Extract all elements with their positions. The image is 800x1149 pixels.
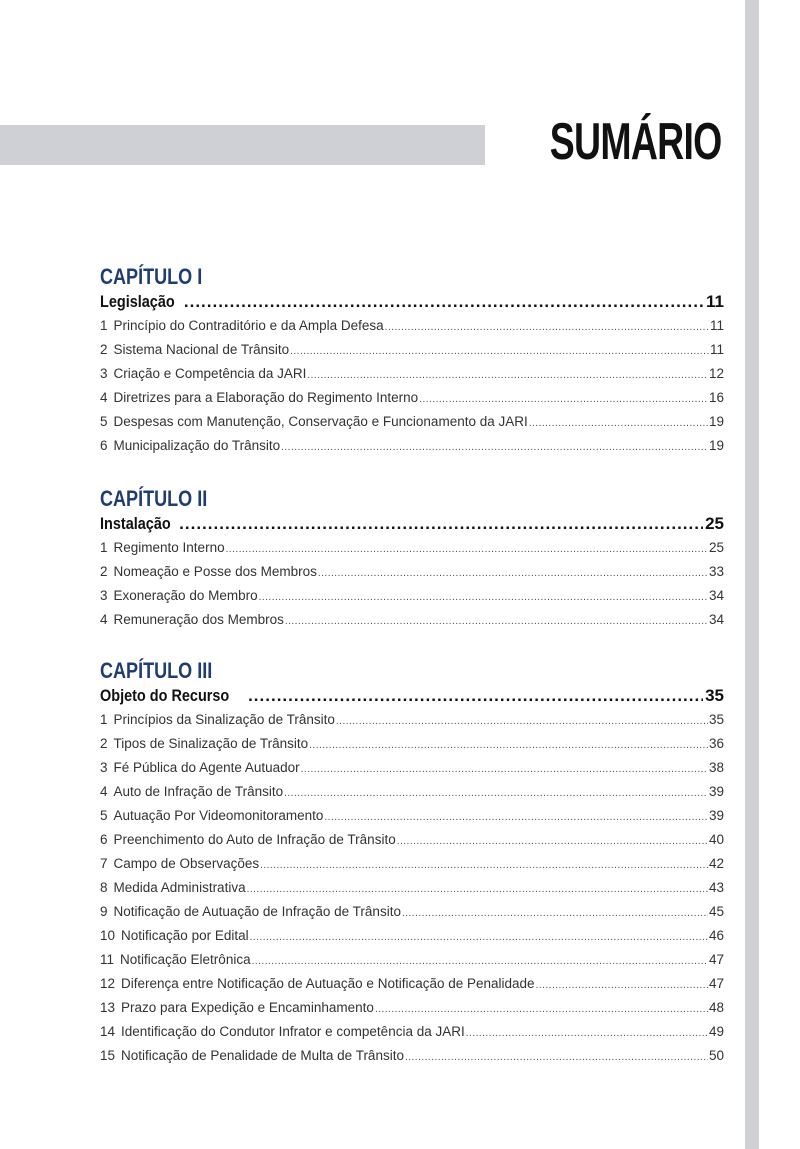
chapter-title-line[interactable] (100, 684, 724, 708)
toc-entry[interactable] (100, 584, 724, 608)
entry-page: 33 (708, 564, 724, 579)
entry-title: Diferença entre Notificação de Autuação e Notificação de Penalidade (121, 976, 535, 991)
entry-number: 12 (100, 976, 116, 991)
entry-title: Preenchimento do Auto de Infração de Trânsito (113, 832, 396, 847)
toc-entry[interactable] (100, 1044, 724, 1068)
toc-entry[interactable] (100, 536, 724, 560)
chapter-page: 25 (705, 514, 724, 533)
entry-page: 16 (708, 390, 724, 405)
entry-number: 10 (100, 928, 116, 943)
entry-page: 48 (708, 1000, 724, 1015)
entry-number: 11 (100, 952, 115, 967)
entry-page: 25 (708, 540, 724, 555)
toc-entry[interactable] (100, 314, 724, 338)
entry-number: 2 (100, 564, 108, 579)
entry-title: Notificação Eletrônica (120, 952, 251, 967)
entry-title: Campo de Observações (113, 856, 260, 871)
toc-entry[interactable] (100, 876, 724, 900)
entry-page: 43 (708, 880, 724, 895)
entry-title: Notificação de Autuação de Infração de Trânsito (113, 904, 401, 919)
toc-entry[interactable] (100, 852, 724, 876)
entry-number: 5 (100, 808, 108, 823)
entry-number: 2 (100, 342, 108, 357)
entry-number: 7 (100, 856, 108, 871)
entry-number: 9 (100, 904, 108, 919)
dot-leader (284, 782, 708, 806)
dot-leader (226, 538, 708, 562)
entry-number: 1 (100, 318, 108, 333)
toc-entry[interactable] (100, 560, 724, 584)
dot-leader (184, 290, 704, 314)
entry-title: Criação e Competência da JARI (113, 366, 307, 381)
entry-page: 42 (708, 856, 724, 871)
entry-page: 12 (708, 366, 724, 381)
dot-leader (307, 364, 708, 388)
chapter-label: CAPÍTULO II (100, 486, 208, 511)
entry-title: Fé Pública do Agente Autuador (113, 760, 300, 775)
entry-title: Sistema Nacional de Trânsito (113, 342, 290, 357)
dot-leader (375, 998, 708, 1022)
dot-leader (385, 316, 709, 340)
entry-title: Medida Administrativa (113, 880, 246, 895)
toc-entry[interactable] (100, 608, 724, 632)
entry-number: 3 (100, 588, 108, 603)
entry-page: 11 (709, 342, 724, 357)
toc-entry[interactable] (100, 732, 724, 756)
chapter-name: Objeto do Recurso (100, 686, 230, 705)
dot-leader (247, 878, 708, 902)
entry-title: Regimento Interno (113, 540, 225, 555)
dot-leader (336, 710, 708, 734)
entry-title: Notificação por Edital (121, 928, 249, 943)
entry-number: 1 (100, 712, 108, 727)
entry-title: Princípio do Contraditório e da Ampla Defesa (113, 318, 384, 333)
dot-leader (179, 512, 703, 536)
entry-page: 46 (708, 928, 724, 943)
dot-leader (252, 950, 708, 974)
entry-number: 6 (100, 832, 108, 847)
page-title: SUMÁRIO (550, 113, 722, 171)
dot-leader (536, 974, 708, 998)
dot-leader (281, 436, 708, 460)
entry-page: 34 (708, 612, 724, 627)
dot-leader (397, 830, 708, 854)
dot-leader (405, 1046, 708, 1070)
entry-number: 4 (100, 784, 108, 799)
toc-entry[interactable] (100, 996, 724, 1020)
entry-title: Prazo para Expedição e Encaminhamento (121, 1000, 374, 1015)
dot-leader (466, 1022, 708, 1046)
dot-leader (260, 854, 708, 878)
entry-page: 49 (708, 1024, 724, 1039)
toc-entry[interactable] (100, 362, 724, 386)
toc-entry[interactable] (100, 1020, 724, 1044)
entry-page: 39 (708, 808, 724, 823)
entry-number: 4 (100, 612, 108, 627)
chapter-label: CAPÍTULO III (100, 658, 213, 683)
entry-number: 1 (100, 540, 108, 555)
chapter-page: 11 (706, 292, 724, 311)
entry-number: 3 (100, 366, 108, 381)
dot-leader (309, 734, 708, 758)
entry-title: Remuneração dos Membros (113, 612, 284, 627)
entry-page: 39 (708, 784, 724, 799)
dot-leader (318, 562, 708, 586)
entry-title: Princípios da Sinalização de Trânsito (113, 712, 335, 727)
toc-entry[interactable] (100, 780, 724, 804)
entry-page: 11 (709, 318, 724, 333)
entry-title: Notificação de Penalidade de Multa de Trânsito (121, 1048, 404, 1063)
dot-leader (529, 412, 708, 436)
entry-number: 14 (100, 1024, 116, 1039)
toc-entry[interactable] (100, 924, 724, 948)
toc-entry[interactable] (100, 828, 724, 852)
dot-leader (324, 806, 708, 830)
toc-entry[interactable] (100, 804, 724, 828)
entry-title: Autuação Por Videomonitoramento (113, 808, 324, 823)
entry-page: 35 (708, 712, 724, 727)
side-band (745, 0, 759, 1149)
entry-page: 40 (708, 832, 724, 847)
entry-number: 13 (100, 1000, 116, 1015)
dot-leader (259, 586, 708, 610)
entry-page: 19 (708, 438, 724, 453)
dot-leader (248, 684, 703, 708)
entry-title: Diretrizes para a Elaboração do Regimento Interno (113, 390, 419, 405)
toc-entry[interactable] (100, 948, 724, 972)
toc-entry[interactable] (100, 434, 724, 458)
entry-number: 5 (100, 414, 108, 429)
entry-title: Tipos de Sinalização de Trânsito (113, 736, 309, 751)
toc-entry[interactable] (100, 708, 724, 732)
entry-page: 34 (708, 588, 724, 603)
toc-entry[interactable] (100, 386, 724, 410)
entry-page: 38 (708, 760, 724, 775)
entry-number: 3 (100, 760, 108, 775)
entry-page: 47 (708, 952, 724, 967)
toc-entry[interactable] (100, 900, 724, 924)
entry-page: 19 (708, 414, 724, 429)
entry-number: 15 (100, 1048, 116, 1063)
dot-leader (402, 902, 708, 926)
entry-page: 45 (708, 904, 724, 919)
entry-page: 36 (708, 736, 724, 751)
toc-entry[interactable] (100, 338, 724, 362)
entry-page: 50 (708, 1048, 724, 1063)
entry-number: 2 (100, 736, 108, 751)
chapter-section (100, 264, 724, 458)
entry-title: Municipalização do Trânsito (113, 438, 281, 453)
chapter-title-line[interactable] (100, 512, 724, 536)
dot-leader (290, 340, 709, 364)
toc-entry[interactable] (100, 756, 724, 780)
toc-entry[interactable] (100, 410, 724, 434)
entry-title: Despesas com Manutenção, Conservação e Funcionamento da JARI (113, 414, 528, 429)
entry-number: 4 (100, 390, 108, 405)
chapter-name: Legislação (100, 292, 175, 311)
chapter-page: 35 (705, 686, 724, 705)
chapter-label: CAPÍTULO I (100, 264, 203, 289)
entry-number: 6 (100, 438, 108, 453)
dot-leader (250, 926, 708, 950)
entry-title: Identificação do Condutor Infrator e competência da JARI (121, 1024, 465, 1039)
entry-page: 47 (708, 976, 724, 991)
entry-title: Auto de Infração de Trânsito (113, 784, 284, 799)
chapter-name: Instalação (100, 514, 171, 533)
chapter-title-line[interactable] (100, 290, 724, 314)
chapter-section (100, 658, 724, 1068)
chapter-section (100, 486, 724, 632)
header-band (0, 125, 485, 165)
entry-number: 8 (100, 880, 108, 895)
dot-leader (285, 610, 708, 634)
entry-title: Exoneração do Membro (113, 588, 258, 603)
dot-leader (419, 388, 708, 412)
dot-leader (301, 758, 708, 782)
toc-entry[interactable] (100, 972, 724, 996)
entry-title: Nomeação e Posse dos Membros (113, 564, 317, 579)
